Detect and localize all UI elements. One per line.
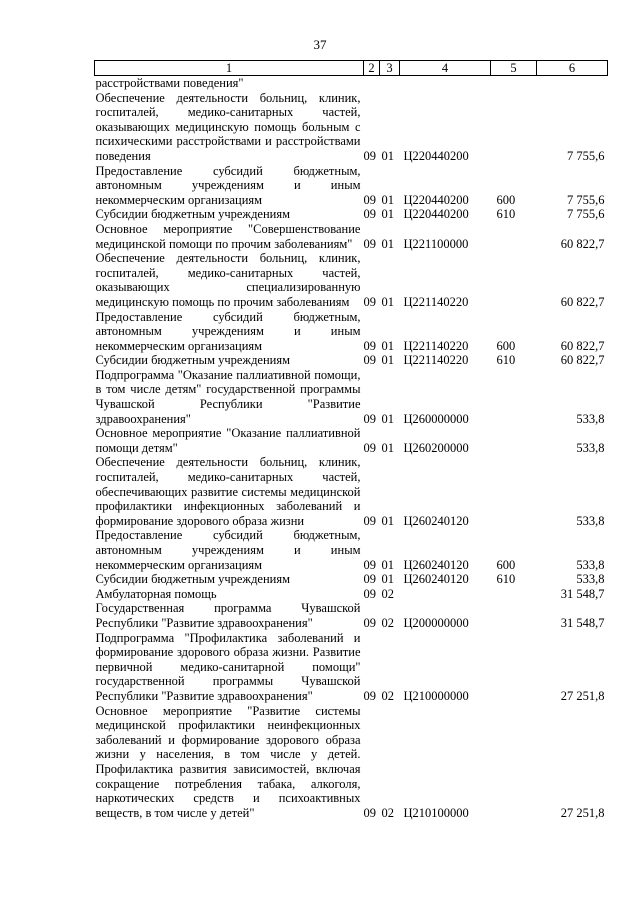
row-section: 09 — [363, 353, 376, 368]
table-row — [95, 572, 608, 587]
header-col-6: 6 — [537, 61, 608, 76]
row-name: Основное мероприятие "Развитие системы медицинской профилактики неинфекционных заболеваний и формирование здорового образа жизни у населения, в том числе у детей. Профилактика развития зависимостей, включая сокращение потребления табака, алкоголя, наркотических средств и психоактивных веществ, в том числе у детей" — [95, 703, 361, 820]
row-amount: 31 548,7 — [560, 586, 605, 601]
row-subsection: 02 — [381, 688, 394, 703]
row-name: Предоставление субсидий бюджетным, автономным учреждениям и иным некоммерческим организациям — [95, 528, 361, 572]
row-expense-type — [491, 587, 537, 602]
row-amount: 27 251,8 — [560, 688, 605, 703]
row-target-article: Ц260000000 — [403, 411, 469, 426]
row-section: 09 — [363, 338, 376, 353]
table-row — [95, 426, 608, 455]
header-col-3: 3 — [380, 61, 400, 76]
table-row — [95, 704, 608, 821]
table-row — [95, 528, 608, 572]
row-subsection: 01 — [381, 513, 394, 528]
row-section: 09 — [363, 236, 376, 251]
table-row — [95, 587, 608, 602]
row-subsection: 01 — [381, 294, 394, 309]
row-target-article: Ц210100000 — [403, 805, 469, 820]
row-amount: 533,8 — [576, 440, 605, 455]
row-section: 09 — [363, 557, 376, 572]
row-amount: 60 822,7 — [560, 294, 605, 309]
header-col-2: 2 — [364, 61, 380, 76]
row-section: 09 — [363, 805, 376, 820]
row-expense-type — [491, 251, 537, 309]
header-col-1: 1 — [95, 61, 364, 76]
row-amount: 27 251,8 — [560, 805, 605, 820]
row-expense-type — [491, 76, 537, 91]
row-subsection: 01 — [381, 192, 394, 207]
row-target-article: Ц220440200 — [403, 148, 469, 163]
row-name: Государственная программа Чувашской Республики "Развитие здравоохранения" — [95, 601, 361, 630]
row-amount: 7 755,6 — [567, 148, 605, 163]
row-target-article: Ц200000000 — [403, 615, 469, 630]
row-name: Субсидии бюджетным учреждениям — [95, 207, 291, 222]
row-expense-type — [491, 222, 537, 251]
row-amount: 31 548,7 — [560, 615, 605, 630]
table-row — [95, 631, 608, 704]
row-name: Предоставление субсидий бюджетным, автономным учреждениям и иным некоммерческим организациям — [95, 309, 361, 353]
row-target-article — [400, 76, 491, 91]
row-expense-type: 600 — [496, 192, 516, 207]
table-row — [95, 222, 608, 251]
row-section: 09 — [363, 192, 376, 207]
row-name: Подпрограмма "Профилактика заболеваний и формирование здорового образа жизни. Развитие первичной медико-санитарной помощи" государственной программы Чувашской Республики "Развитие здравоохранения" — [95, 630, 361, 703]
row-target-article: Ц221140220 — [403, 294, 469, 309]
row-expense-type: 600 — [496, 557, 516, 572]
row-section: 09 — [363, 586, 376, 601]
row-target-article: Ц260240120 — [403, 572, 469, 587]
table-row — [95, 353, 608, 368]
row-expense-type — [491, 601, 537, 630]
row-section: 09 — [363, 572, 376, 587]
row-target-article: Ц260200000 — [403, 440, 469, 455]
row-subsection — [380, 76, 400, 91]
table-row — [95, 310, 608, 354]
row-target-article: Ц260240120 — [403, 557, 469, 572]
row-expense-type — [491, 704, 537, 821]
row-section: 09 — [363, 148, 376, 163]
row-amount: 60 822,7 — [560, 338, 605, 353]
row-name: Амбулаторная помощь — [95, 586, 217, 601]
row-target-article: Ц221100000 — [403, 236, 469, 251]
row-amount: 7 755,6 — [567, 192, 605, 207]
row-target-article: Ц221140220 — [403, 338, 469, 353]
table-header-row — [95, 61, 608, 76]
row-subsection: 02 — [381, 805, 394, 820]
row-expense-type: 610 — [496, 572, 516, 587]
row-expense-type — [491, 368, 537, 426]
row-amount: 60 822,7 — [560, 353, 605, 368]
row-name: Субсидии бюджетным учреждениям — [95, 353, 291, 368]
table-row — [95, 601, 608, 630]
row-section: 09 — [363, 294, 376, 309]
row-name: Обеспечение деятельности больниц, клиник, госпиталей, медико-санитарных частей, обеспечивающих развитие системы медицинской профилактики инфекционных заболеваний и формирование здорового образа жизни — [95, 455, 361, 528]
row-amount: 533,8 — [576, 557, 605, 572]
table-row — [95, 455, 608, 528]
row-section: 09 — [363, 513, 376, 528]
table-row — [95, 251, 608, 309]
row-name: Субсидии бюджетным учреждениям — [95, 572, 291, 587]
page-number: 37 — [313, 37, 327, 52]
row-section: 09 — [363, 615, 376, 630]
row-target-article: Ц220440200 — [403, 207, 469, 222]
row-subsection: 02 — [381, 586, 394, 601]
row-subsection: 01 — [381, 148, 394, 163]
row-target-article: Ц260240120 — [403, 513, 469, 528]
header-col-5: 5 — [491, 61, 537, 76]
row-amount: 533,8 — [576, 411, 605, 426]
row-amount: 60 822,7 — [560, 236, 605, 251]
row-target-article: Ц221140220 — [403, 353, 469, 368]
row-target-article: Ц220440200 — [403, 192, 469, 207]
row-subsection: 01 — [381, 207, 394, 222]
header-col-4: 4 — [400, 61, 491, 76]
row-subsection: 01 — [381, 236, 394, 251]
row-section: 09 — [363, 207, 376, 222]
row-expense-type: 610 — [496, 353, 516, 368]
row-subsection: 01 — [381, 557, 394, 572]
row-target-article — [400, 587, 491, 602]
row-subsection: 01 — [381, 338, 394, 353]
row-amount — [537, 76, 608, 91]
row-name: Основное мероприятие "Совершенствование медицинской помощи по прочим заболеваниям" — [95, 221, 361, 251]
row-expense-type: 610 — [496, 207, 516, 222]
row-section: 09 — [363, 688, 376, 703]
row-name: расстройствами поведения" — [95, 76, 244, 90]
table-row — [95, 91, 608, 164]
row-amount: 533,8 — [576, 572, 605, 587]
row-amount: 7 755,6 — [567, 207, 605, 222]
row-expense-type: 600 — [496, 338, 516, 353]
row-expense-type — [491, 455, 537, 528]
row-subsection: 01 — [381, 411, 394, 426]
row-subsection: 02 — [381, 615, 394, 630]
row-subsection: 01 — [381, 440, 394, 455]
row-name: Основное мероприятие "Оказание паллиативной помощи детям" — [95, 426, 361, 455]
row-name: Обеспечение деятельности больниц, клиник, госпиталей, медико-санитарных частей, оказывающих медицинскую помощь больным с психическими расстройствами и расстройствами поведения — [95, 90, 361, 163]
row-amount: 533,8 — [576, 513, 605, 528]
row-target-article: Ц210000000 — [403, 688, 469, 703]
table-row — [95, 207, 608, 222]
row-subsection: 01 — [381, 572, 394, 587]
row-name: Предоставление субсидий бюджетным, автономным учреждениям и иным некоммерческим организациям — [95, 163, 361, 207]
table-row — [95, 76, 608, 91]
row-expense-type — [491, 426, 537, 455]
table-row — [95, 164, 608, 208]
row-section: 09 — [363, 411, 376, 426]
row-section — [364, 76, 380, 91]
row-expense-type — [491, 631, 537, 704]
row-name: Подпрограмма "Оказание паллиативной помощи, в том числе детям" государственной программы Чувашской Республики "Развитие здравоохранения" — [95, 367, 361, 426]
budget-table — [94, 60, 608, 820]
table-row — [95, 368, 608, 426]
row-subsection: 01 — [381, 353, 394, 368]
row-expense-type — [491, 91, 537, 164]
table-body — [95, 76, 608, 821]
row-name: Обеспечение деятельности больниц, клиник, госпиталей, медико-санитарных частей, оказывающих специализированную медицинскую помощь по прочим заболеваниям — [95, 251, 361, 309]
row-section: 09 — [363, 440, 376, 455]
